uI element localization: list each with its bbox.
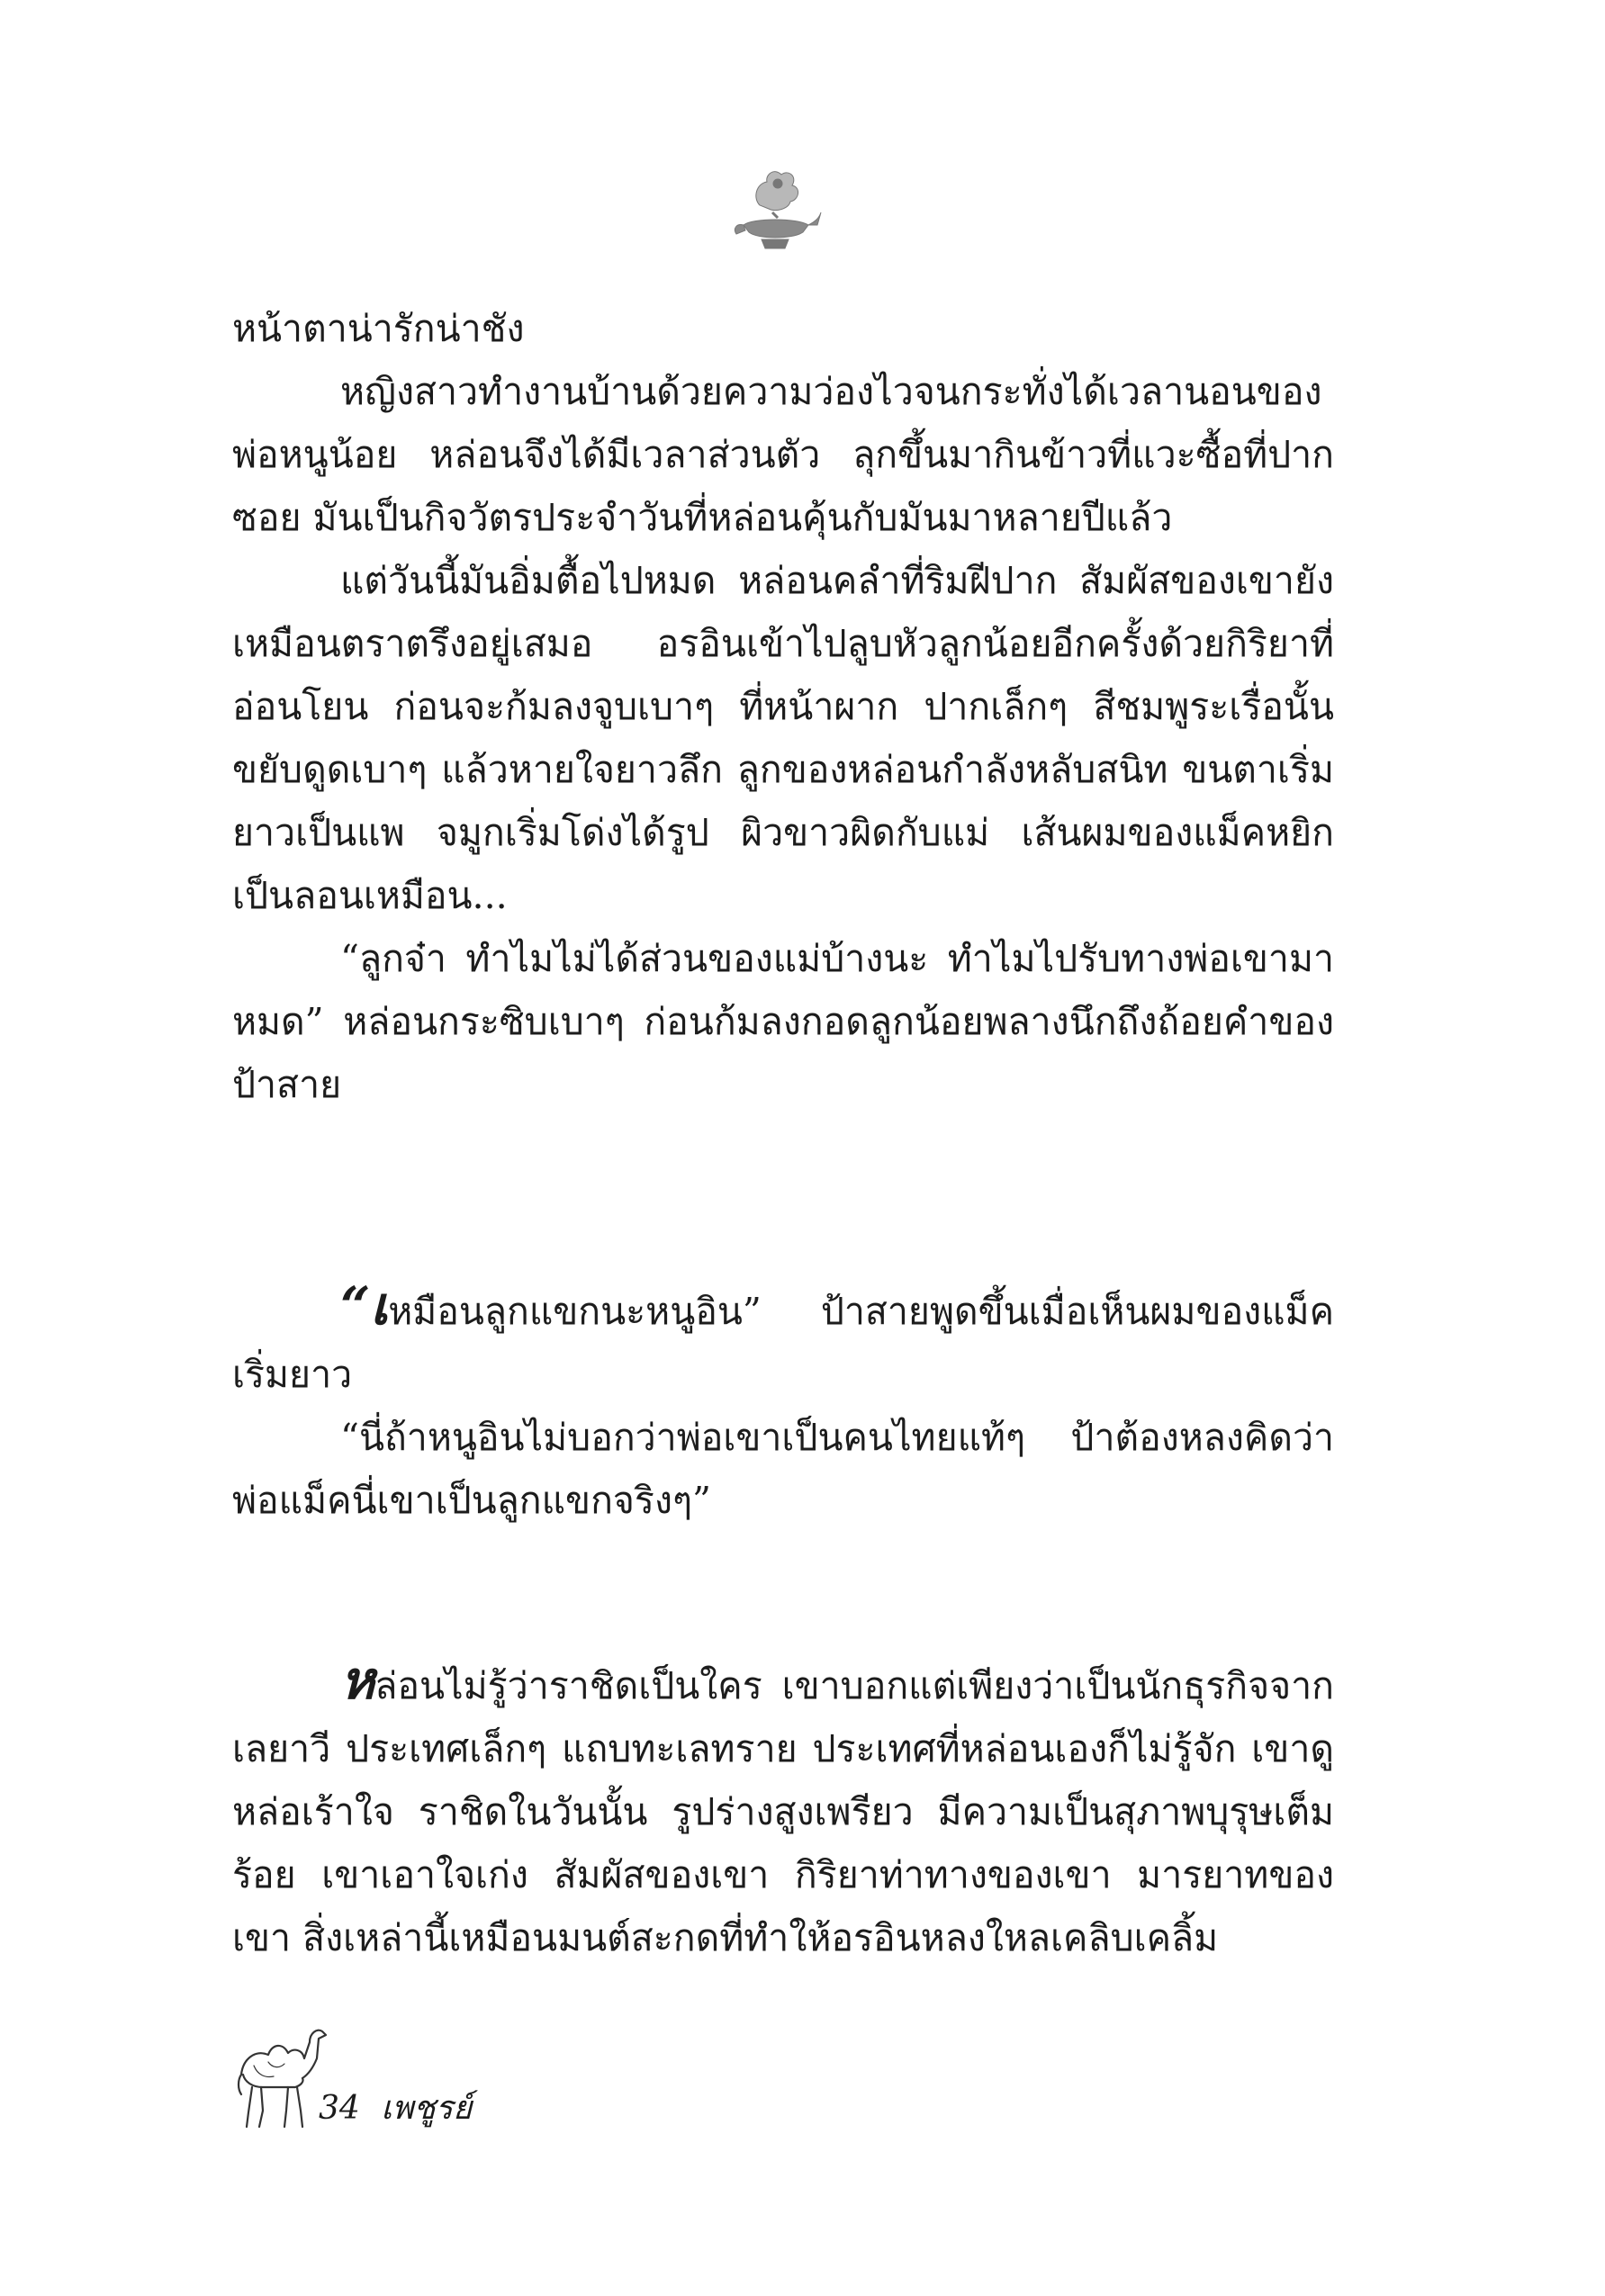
dropcap: “เ (340, 1275, 389, 1337)
paragraph: หญิงสาวทำงานบ้านด้วยความว่องไวจนกระทั่งได้เวลานอนของพ่อหนูน้อย หล่อนจึงได้มีเวลาส่วนตัว ลุกขึ้นมากินข้าวที่แวะซื้อที่ปากซอย มันเป็นกิจวัตรประจำวันที่หล่อนคุ้นกับมันมาหลายปีแล้ว (232, 370, 1334, 539)
dropcap: ห (340, 1650, 375, 1711)
paragraph: “นี่ถ้าหนูอินไม่บอกว่าพ่อเขาเป็นคนไทยแท้ๆ ป้าต้องหลงคิดว่าพ่อแม็คนี่เขาเป็นลูกแขกจริงๆ” (232, 1416, 1334, 1522)
lamp-genie-icon (726, 162, 825, 261)
paragraph-text: ล่อนไม่รู้ว่าราชิดเป็นใคร เขาบอกแต่เพียงว่าเป็นนักธุรกิจจากเลยาวี ประเทศเล็กๆ แถบทะเลทราย ประเทศที่หล่อนเองก็ไม่รู้จัก เขาดูหล่อเร้าใจ ราชิดในวันนั้น รูปร่างสูงเพรียว มีความเป็นสุภาพบุรุษเต็มร้อย เขาเอาใจเก่ง สัมผัสของเขา กิริยาท่าทางของเขา มารยาทของเขา สิ่งเหล่านี้เหมือนมนต์สะกดที่ทำให้อรอินหลงใหลเคลิบเคลิ้ม (232, 1664, 1334, 1959)
folio (319, 2082, 472, 2133)
paragraph: หน้าตาน่ารักน่าชัง (232, 307, 525, 350)
paragraph: แต่วันนี้มันอิ่มตื้อไปหมด หล่อนคลำที่ริมฝีปาก สัมผัสของเขายังเหมือนตราตรึงอยู่เสมอ อรอินเข้าไปลูบหัวลูกน้อยอีกครั้งด้วยกิริยาที่อ่อนโยน ก่อนจะก้มลงจูบเบาๆ ที่หน้าผาก ปากเล็กๆ สีชมพูระเรื่อนั้นขยับดูดเบาๆ แล้วหายใจยาวลึก ลูกของหล่อนกำลังหลับสนิท ขนตาเริ่มยาวเป็นแพ จมูกเริ่มโด่งได้รูป ผิวขาวผิดกับแม่ เส้นผมของแม็คหยิกเป็นลอนเหมือน... (232, 559, 1334, 917)
section-3 (232, 1650, 1334, 1969)
page-footer (232, 2012, 592, 2147)
paragraph-text: หมือนลูกแขกนะหนูอิน” ป้าสายพูดขึ้นเมื่อเห็นผมของแม็คเริ่มยาว (232, 1290, 1334, 1396)
paragraph: “ลูกจ๋า ทำไมไม่ได้ส่วนของแม่บ้างนะ ทำไมไปรับทางพ่อเขามาหมด” หล่อนกระซิบเบาๆ ก่อนก้มลงกอดลูกน้อยพลางนึกถึงถ้อยคำของป้าสาย (232, 937, 1334, 1106)
paragraph (232, 1275, 1334, 1406)
book-title: เพชูรย์ (381, 2090, 473, 2127)
paragraph (232, 1650, 1334, 1969)
section-2 (232, 1275, 1334, 1532)
section-1 (232, 297, 1334, 1116)
page-number: 34 (319, 2090, 360, 2127)
